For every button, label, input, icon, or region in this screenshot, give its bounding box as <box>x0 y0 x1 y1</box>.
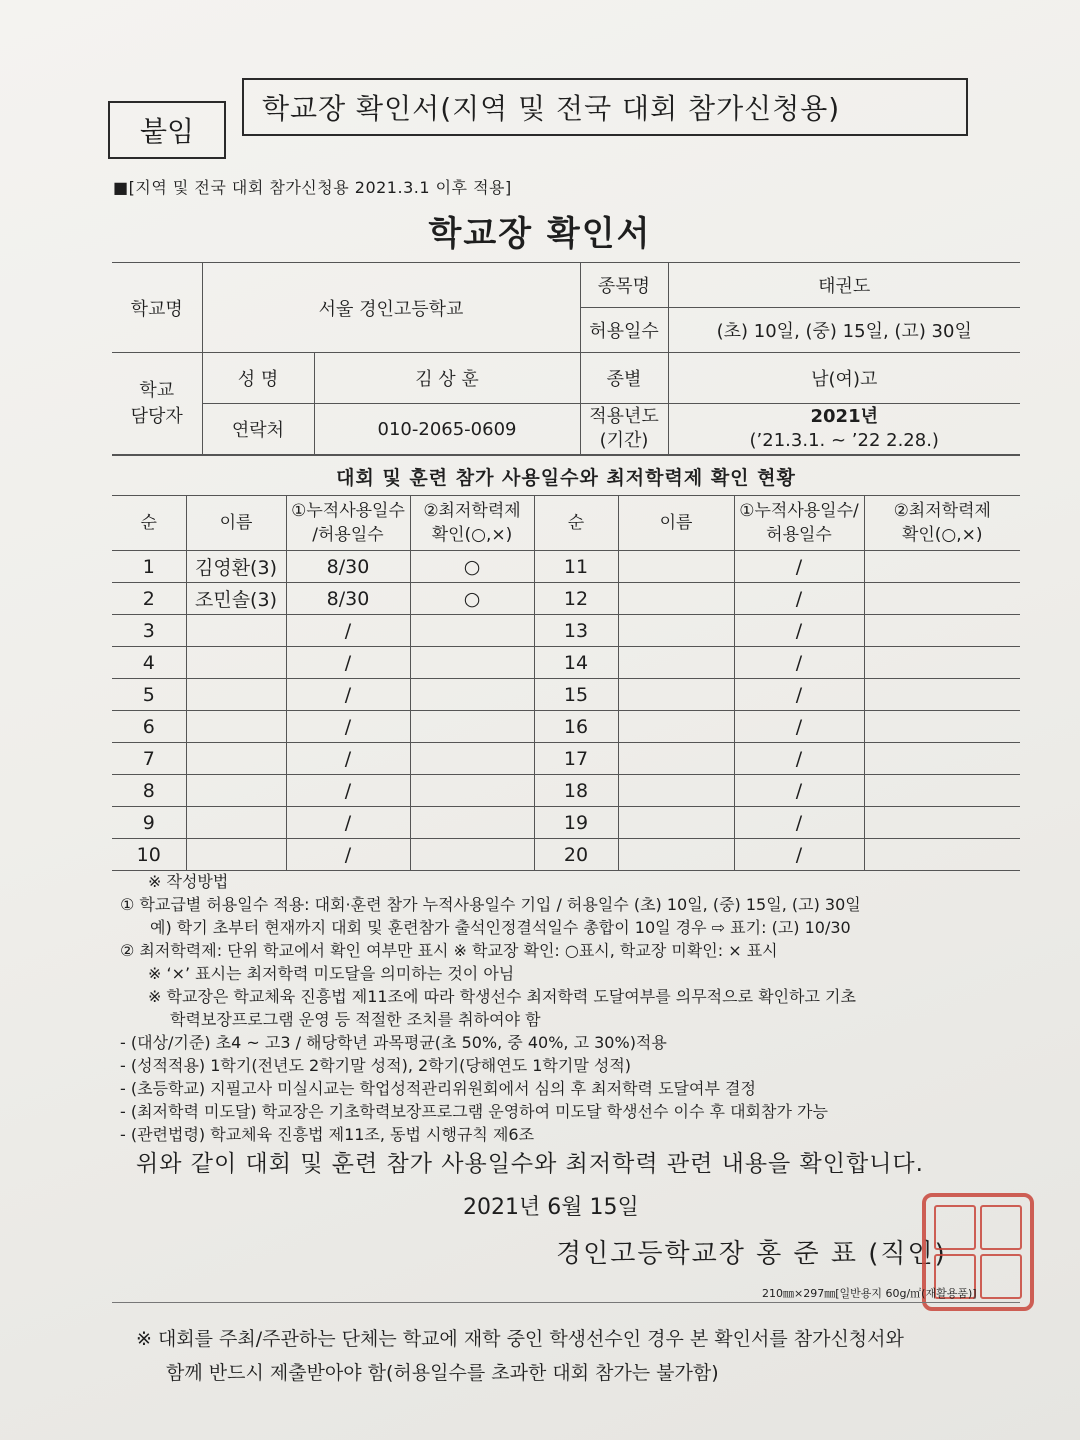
header-no-right: 순 <box>534 496 618 551</box>
row-check-right <box>864 679 1020 711</box>
year-value <box>668 404 1020 455</box>
method-line-8: - (성적적용) 1학기(전년도 2학기말 성적), 2학기(당해연도 1학기말 성적) <box>120 1056 632 1075</box>
row-check-right <box>864 583 1020 615</box>
row-days: / <box>286 807 410 839</box>
row-name-right <box>618 743 734 775</box>
row-no-right: 14 <box>534 647 618 679</box>
row-days-right: / <box>734 679 864 711</box>
row-name-right <box>618 583 734 615</box>
divider <box>112 1302 1020 1303</box>
row-no: 8 <box>112 775 186 807</box>
row-name-right <box>618 615 734 647</box>
year-value-line2: (’21.3.1. ~ ’22 2.28.) <box>749 430 939 451</box>
contact-value: 010-2065-0609 <box>314 404 580 455</box>
row-name <box>186 743 286 775</box>
row-name <box>186 807 286 839</box>
row-check-right <box>864 647 1020 679</box>
year-label <box>580 404 668 455</box>
allowed-days-value: (초) 10일, (중) 15일, (고) 30일 <box>668 308 1020 353</box>
row-check-right <box>864 839 1020 871</box>
row-no: 10 <box>112 839 186 871</box>
row-check <box>410 647 534 679</box>
name-label: 성 명 <box>202 353 314 404</box>
table-row <box>112 583 1020 615</box>
form-note: ■[지역 및 전국 대회 참가신청용 2021.3.1 이후 적용] <box>113 178 512 197</box>
table-header-row <box>112 496 1020 551</box>
row-name <box>186 775 286 807</box>
row-name-right <box>618 679 734 711</box>
staff-label <box>112 353 202 455</box>
row-days: / <box>286 647 410 679</box>
confirmation-statement: 위와 같이 대회 및 훈련 참가 사용일수와 최저학력 관련 내용을 확인합니다. <box>136 1151 924 1177</box>
header-name-right: 이름 <box>618 496 734 551</box>
row-days-right: / <box>734 615 864 647</box>
method-line-6: 학력보장프로그램 운영 등 적절한 조치를 취하여야 함 <box>170 1010 541 1029</box>
page-title: 학교장 확인서 <box>428 214 652 254</box>
row-no-right: 19 <box>534 807 618 839</box>
header-check <box>410 496 534 551</box>
header-title-box: 학교장 확인서(지역 및 전국 대회 참가신청용) <box>242 78 968 136</box>
row-days-right: / <box>734 775 864 807</box>
row-check <box>410 743 534 775</box>
table-row <box>112 647 1020 679</box>
footer-line-1: ※ 대회를 주최/주관하는 단체는 학교에 재학 중인 학생선수인 경우 본 확인서를 참가신청서와 <box>136 1328 904 1350</box>
row-no-right: 15 <box>534 679 618 711</box>
contact-label: 연락처 <box>202 404 314 455</box>
year-value-line1: 2021년 <box>810 406 878 427</box>
row-name-right <box>618 551 734 583</box>
row-no-right: 11 <box>534 551 618 583</box>
table-row <box>112 775 1020 807</box>
row-no: 4 <box>112 647 186 679</box>
status-title: 대회 및 훈련 참가 사용일수와 최저학력제 확인 현황 <box>112 455 1020 496</box>
row-no: 5 <box>112 679 186 711</box>
row-name <box>186 839 286 871</box>
row-check <box>410 775 534 807</box>
header-days-right-line1: ①누적사용일수/ <box>739 501 859 521</box>
row-name <box>186 711 286 743</box>
table-row <box>112 551 1020 583</box>
header-days-line2: /허용일수 <box>312 525 384 545</box>
method-line-3: ② 최저학력제: 단위 학교에서 확인 여부만 표시 ※ 학교장 확인: ○표시, 학교장 미확인: × 표시 <box>120 941 778 960</box>
row-check-right <box>864 743 1020 775</box>
row-name-right <box>618 775 734 807</box>
row-name <box>186 615 286 647</box>
staff-label-line1: 학교 <box>139 379 175 401</box>
method-title: ※ 작성방법 <box>148 872 229 891</box>
row-days: / <box>286 615 410 647</box>
row-days: 8/30 <box>286 551 410 583</box>
staff-label-line2: 담당자 <box>130 405 183 427</box>
row-no: 9 <box>112 807 186 839</box>
table-row <box>112 807 1020 839</box>
method-line-9: - (초등학교) 지필고사 미실시교는 학업성적관리위원회에서 심의 후 최저학력 도달여부 결정 <box>120 1079 756 1098</box>
row-name <box>186 647 286 679</box>
row-check: ○ <box>410 583 534 615</box>
row-days: / <box>286 743 410 775</box>
header-days-right-line2: 허용일수 <box>766 525 832 545</box>
table-row <box>112 679 1020 711</box>
method-line-7: - (대상/기준) 초4 ~ 고3 / 해당학년 과목평균(초 50%, 중 40%, 고 30%)적용 <box>120 1033 667 1052</box>
year-label-line1: 적용년도 <box>589 406 659 427</box>
row-name-right <box>618 839 734 871</box>
row-check-right <box>864 711 1020 743</box>
row-days-right: / <box>734 583 864 615</box>
row-name <box>186 679 286 711</box>
table-row <box>112 743 1020 775</box>
header-check-right <box>864 496 1020 551</box>
row-check <box>410 615 534 647</box>
info-table <box>112 262 1020 455</box>
gender-label: 종별 <box>580 353 668 404</box>
header-check-right-line2: 확인(○,×) <box>901 525 983 545</box>
row-name: 김영환(3) <box>186 551 286 583</box>
header-days-right <box>734 496 864 551</box>
header-check-line2: 확인(○,×) <box>431 525 513 545</box>
header-name: 이름 <box>186 496 286 551</box>
footer-line-2: 함께 반드시 제출받아야 함(허용일수를 초과한 대회 참가는 불가함) <box>166 1362 719 1384</box>
row-check-right <box>864 775 1020 807</box>
row-check <box>410 839 534 871</box>
paper-spec: 210㎜×297㎜[일반용지 60g/㎡(재활용품)] <box>762 1287 977 1300</box>
issue-date: 2021년 6월 15일 <box>463 1195 639 1220</box>
row-no: 3 <box>112 615 186 647</box>
row-days: / <box>286 679 410 711</box>
header-check-right-line1: ②최저학력제 <box>893 501 991 521</box>
school-label: 학교명 <box>112 263 202 353</box>
footer-note <box>136 1322 1016 1390</box>
row-check <box>410 711 534 743</box>
row-days: / <box>286 775 410 807</box>
year-label-line2: (기간) <box>599 430 649 451</box>
name-value: 김 상 훈 <box>314 353 580 404</box>
header-days-line1: ①누적사용일수 <box>291 501 405 521</box>
row-name-right <box>618 711 734 743</box>
row-no: 6 <box>112 711 186 743</box>
row-no: 2 <box>112 583 186 615</box>
row-days-right: / <box>734 711 864 743</box>
header-no: 순 <box>112 496 186 551</box>
row-no-right: 18 <box>534 775 618 807</box>
method-line-10: - (최저학력 미도달) 학교장은 기초학력보장프로그램 운영하여 미도달 학생선수 이수 후 대회참가 가능 <box>120 1102 828 1121</box>
row-no: 1 <box>112 551 186 583</box>
method-line-4: ※ ‘×’ 표시는 최저학력 미도달을 의미하는 것이 아님 <box>148 964 515 983</box>
row-name-right <box>618 647 734 679</box>
row-check-right <box>864 551 1020 583</box>
method-line-11: - (관련법령) 학교체육 진흥법 제11조, 동법 시행규칙 제6조 <box>120 1125 535 1144</box>
row-days-right: / <box>734 807 864 839</box>
row-check <box>410 679 534 711</box>
row-check <box>410 807 534 839</box>
status-table <box>112 495 1020 871</box>
row-days-right: / <box>734 551 864 583</box>
principal-signature: 경인고등학교장 홍 준 표 (직인) <box>556 1239 947 1269</box>
row-check: ○ <box>410 551 534 583</box>
attachment-label: 붙임 <box>108 101 226 159</box>
row-days: / <box>286 839 410 871</box>
method-line-5: ※ 학교장은 학교체육 진흥법 제11조에 따라 학생선수 최저학력 도달여부를 의무적으로 확인하고 기초 <box>148 987 856 1006</box>
header-days <box>286 496 410 551</box>
method-line-1: ① 학교급별 허용일수 적용: 대회·훈련 참가 누적사용일수 기입 / 허용일수 (초) 10일, (중) 15일, (고) 30일 <box>120 895 861 914</box>
table-row <box>112 615 1020 647</box>
gender-value: 남(여)고 <box>668 353 1020 404</box>
row-name: 조민솔(3) <box>186 583 286 615</box>
row-no-right: 13 <box>534 615 618 647</box>
sport-label: 종목명 <box>580 263 668 308</box>
table-row <box>112 839 1020 871</box>
row-no-right: 17 <box>534 743 618 775</box>
row-check-right <box>864 807 1020 839</box>
row-name-right <box>618 807 734 839</box>
row-days: 8/30 <box>286 583 410 615</box>
sport-value: 태권도 <box>668 263 1020 308</box>
header-check-line1: ②최저학력제 <box>423 501 521 521</box>
row-days-right: / <box>734 839 864 871</box>
table-row <box>112 711 1020 743</box>
row-no-right: 12 <box>534 583 618 615</box>
allowed-days-label: 허용일수 <box>580 308 668 353</box>
row-days-right: / <box>734 743 864 775</box>
row-no-right: 16 <box>534 711 618 743</box>
row-no: 7 <box>112 743 186 775</box>
writing-instructions <box>120 870 1020 1146</box>
row-no-right: 20 <box>534 839 618 871</box>
method-line-2: 예) 학기 초부터 현재까지 대회 및 훈련참가 출석인정결석일수 총합이 10일 경우 ⇨ 표기: (고) 10/30 <box>150 918 851 937</box>
school-value: 서울 경인고등학교 <box>202 263 580 353</box>
row-check-right <box>864 615 1020 647</box>
row-days-right: / <box>734 647 864 679</box>
row-days: / <box>286 711 410 743</box>
